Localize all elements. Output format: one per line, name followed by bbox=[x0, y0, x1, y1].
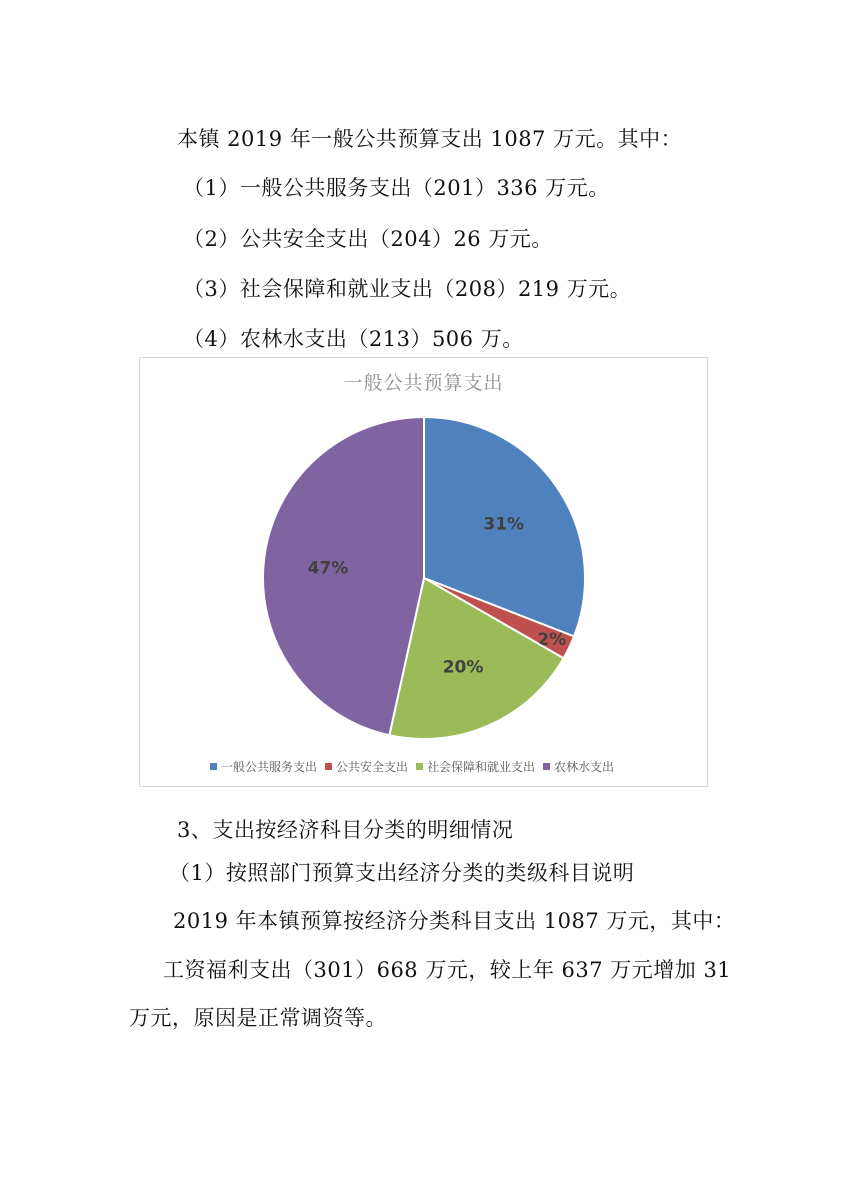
legend-item-social-security-employment bbox=[416, 758, 535, 775]
data-label-public-security: 2% bbox=[537, 630, 567, 651]
paragraph-item-4: （4）农林水支出（213）506 万。 bbox=[183, 327, 524, 351]
legend-item-public-security bbox=[325, 758, 408, 775]
legend-swatch-agriculture-forestry-water bbox=[543, 763, 550, 770]
paragraph-item-3: （3）社会保障和就业支出（208）219 万元。 bbox=[183, 277, 632, 301]
paragraph-wages-line-1: 工资福利支出（301）668 万元，较上年 637 万元增加 31 bbox=[163, 958, 732, 982]
data-label-social-security-employment: 20% bbox=[442, 657, 484, 678]
legend-swatch-public-security bbox=[325, 763, 332, 770]
legend-item-agriculture-forestry-water bbox=[543, 758, 614, 775]
paragraph-item-2: （2）公共安全支出（204）26 万元。 bbox=[183, 227, 553, 251]
legend-swatch-general-public-services bbox=[210, 763, 217, 770]
legend-swatch-social-security-employment bbox=[416, 763, 423, 770]
legend-label-general-public-services: 一般公共服务支出 bbox=[221, 760, 318, 774]
legend-item-general-public-services bbox=[210, 758, 317, 775]
chart-legend bbox=[210, 758, 622, 775]
paragraph-intro: 本镇 2019 年一般公共预算支出 1087 万元。其中： bbox=[177, 127, 683, 151]
paragraph-item-1: （1）一般公共服务支出（201）336 万元。 bbox=[183, 176, 610, 200]
chart-title: 一般公共预算支出 bbox=[343, 372, 504, 394]
data-label-general-public-services: 31% bbox=[483, 514, 525, 535]
legend-label-public-security: 公共安全支出 bbox=[336, 760, 409, 774]
paragraph-economic-summary: 2019 年本镇预算按经济分类科目支出 1087 万元，其中： bbox=[173, 909, 736, 933]
data-label-agriculture-forestry-water: 47% bbox=[307, 558, 349, 579]
subsection-heading-1: （1）按照部门预算支出经济分类的类级科目说明 bbox=[169, 861, 635, 885]
section-heading-3: 3、支出按经济科目分类的明细情况 bbox=[177, 818, 514, 842]
pie-chart bbox=[139, 357, 708, 787]
paragraph-wages-line-2: 万元，原因是正常调资等。 bbox=[129, 1006, 387, 1030]
pie-chart-svg bbox=[140, 358, 707, 786]
legend-label-agriculture-forestry-water: 农林水支出 bbox=[554, 760, 615, 774]
legend-label-social-security-employment: 社会保障和就业支出 bbox=[427, 760, 536, 774]
